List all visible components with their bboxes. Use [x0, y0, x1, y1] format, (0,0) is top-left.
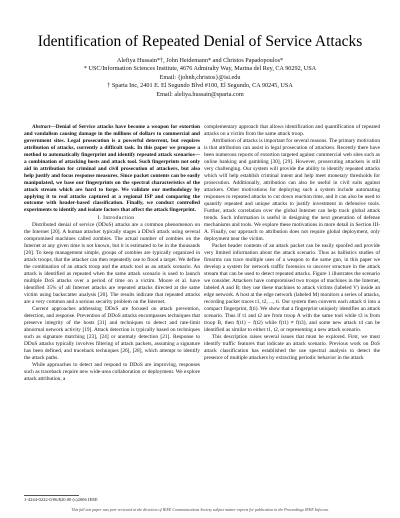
abstract-body: Denial of Service attacks have become a weapon for extortion and vandalism causing damage in the millions of dollars to commercial and government sites. Legal prosecution is a powerful deterrent, but requires attribution of attacks, currently a difficult task. In this paper we propose a method to automatically fingerprint and identify repeated attack scenarios—a combination of attacking hosts and attack tool. Such fingerprints not only aid in attribution for criminal and civil prosecution of attackers, but also help justify and focus response measures. Since packet contents can be easily manipulated, we base our fingerprints on the spectral characteristics of the attack stream which are hard to forge. We validate our methodology by applying it to real attacks captured at a regional ISP and comparing the outcome with header-based classification. Finally, we conduct controlled experiments to identify and isolate factors that affect the attack fingerprint. [24, 124, 200, 214]
email-1: Email: {johnh,christos}@isi.edu [159, 73, 241, 81]
email-2: Email: aleliya.hussain@sparta.com [156, 90, 244, 98]
paper-title: Identification of Repeated Denial of Service Attacks [37, 33, 363, 50]
intro-paragraph-3: While approaches to detect and respond to DDoS are improving, responses such as traceback require new wide-area collaboration or deployment. We explore attack attribution, a [24, 362, 200, 383]
affiliation-1: * USC/Information Sciences Institute, 4676 Admiralty Way, Marina del Rey, CA 90292, USA [83, 65, 317, 73]
section-heading-introduction: I. Introduction [97, 214, 135, 221]
abstract [24, 124, 200, 214]
left-column [24, 124, 200, 384]
intro-paragraph-2: Current approaches addressing DDoS are focused on attack prevention, detection, and response. Prevention of DDoS attacks encompasses techniques that preserve integrity of the hosts [31] and techniques to detect and rate-limit abnormal network activity [19]. Attack detection is typically based on techniques such as signature matching [23], [24] or anomaly detection [21]. Response to DDoS attacks typically involves filtering of attack packets, assuming a signature has been defined, and traceback techniques [26], [28], which attempt to identify the attack paths. [24, 306, 200, 361]
right-paragraph-1: complementary approach that allows identification and quantification of repeated attacks on a victim from the same attack troop. [204, 124, 380, 137]
review-note: This full text paper was peer reviewed at the direction of IEEE Communications Society subject matter experts for publication in the Proceedings IEEE Infocom. [71, 507, 329, 512]
copyright-line: 1-4244-0222-0/06/$20.00 (c)2006 IEEE [24, 497, 98, 502]
right-paragraph-2: Attribution of attacks is important for several reasons. The primary motivation is that attribution can assist in legal prosecution of attackers. Recently there have been numerous reports of extortion targeted against commercial web sites such as online banking and gambling [30], [29]. However, prosecuting attackers is still very challenging. Our system will provide the ability to identify repeated attacks which will help establish criminal intent and help meet monetary thresholds for prosecution. Additionally, attribution can also be useful in civil suits against attackers. Other motivations for deploying such a system include automating responses to repeated attacks to cut down reaction time, and it can also be used to quantify repeated and unique attacks to justify investment in defensive tools. Further, attack correlation over the global Internet can help track global attack trends. Such information is useful in designing the next generation of defense mechanisms and tools. We explore these motivations in more detail in Section III-A. Finally, our approach to attribution does not require global deployment, only deployment near the victim. [204, 138, 380, 242]
affiliation-2: † Sparta Inc, 2401 E. El Segundo Blvd #100, El Segundo, CA 90245, USA [107, 82, 293, 90]
intro-paragraph-1: Distributed denial of service (DDoS) attacks are a common phenomenon on the Internet [20]. A human attacker typically stages a DDoS attack using several compromised machines called zombies. The actual number of zombies on the Internet at any given time is not known, but it is estimated to be in the thousands [20]. To keep management simple, groups of zombies are typically organized in attack troops, that the attacker can then repeatedly use to flood a target. We define the combination of an attack troop and the attack tool as an attack scenario. An attack is identified as repeated when the same attack scenario is used to launch multiple DoS attacks over a period of time on a victim. Moore et al. have identified 35% of all Internet attacks are repeated attacks directed at the same victim using backscatter analysis [20]. The results indicate that repeated attacks are a very common and a serious security problem on the Internet. [24, 222, 200, 305]
author-block [10, 57, 390, 99]
abstract-lead: Abstract— [32, 124, 56, 130]
footer-rule [24, 495, 79, 496]
author-names: Alefiya Hussain*†, John Heidemann* and Christos Papadopoulos* [116, 57, 284, 64]
right-paragraph-3: Packet header contents of an attack packet can be easily spoofed and provide very limited information about the attack scenario. Thus as ballistics studies of firearms can trace multiple uses of a weapon to the same gun, in this paper we develop a system for network traffic forensics to uncover structure in the attack stream that can be used to detect repeated attacks. Figure 1 illustrates the scenario we consider. Attackers have compromised two troops of machines in the Internet, labeled A and B; they use these machines to attack victims (labeled V) inside an edge network. A host at the edge network (labeled M) monitors a series of attacks, recording packet traces t1, t2, ..., ti. Our system then converts each attack ti into a compact fingerprint, f(ti). We show that a fingerprint uniquely identifies an attack scenario. Thus if t1 and t2 are from troop A with the same tool while t3 is from troop B, then f(t1) ~ f(t2) while f(t1) ≠ f(t3), and some new attack t4 can be identified as similar to either t1, t2, or representing a new attack scenario. [204, 243, 380, 333]
right-paragraph-4: This description raises several issues that must be explored. First, we must identify traffic features that indicate an attack scenario. Previous work on DoS attack classification has established the use spectral analysis to detect the presence of multiple attackers by extracting periodic behavior in the attack [204, 334, 380, 361]
right-column [204, 124, 380, 362]
